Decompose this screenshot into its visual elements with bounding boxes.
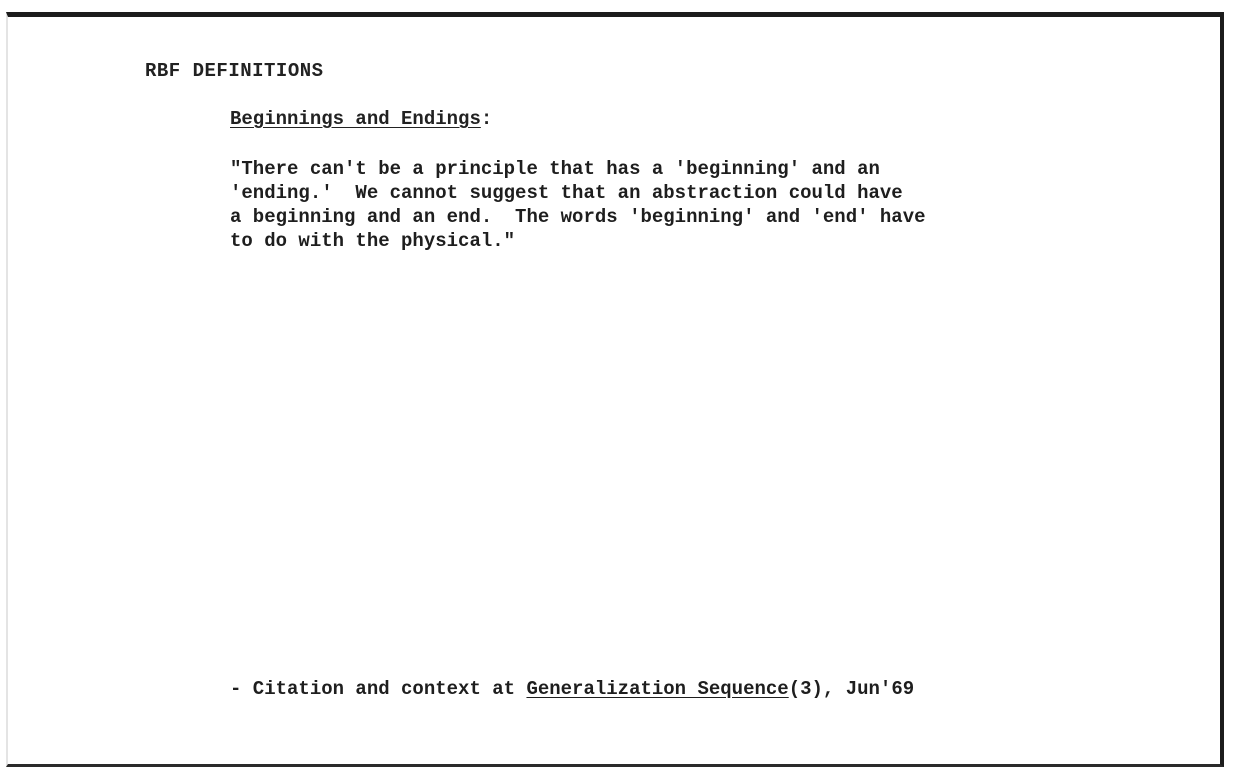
quote-line: to do with the physical." [230, 230, 516, 252]
quote-line: "There can't be a principle that has a 'beginning' and an [230, 158, 880, 180]
page-title: RBF DEFINITIONS [145, 60, 324, 82]
definition-card [6, 12, 1224, 767]
term-colon: : [480, 108, 493, 130]
quote-line: a beginning and an end. The words 'beginning' and 'end' have [230, 206, 926, 228]
citation [230, 678, 914, 700]
citation-prefix: - Citation and context at [230, 678, 527, 700]
definition-quote [230, 157, 1110, 253]
citation-source-link[interactable]: Generalization Sequence [526, 678, 789, 700]
quote-line: 'ending.' We cannot suggest that an abstraction could have [230, 182, 903, 204]
term-heading [230, 108, 492, 130]
term-title: Beginnings and Endings [230, 108, 481, 130]
citation-suffix: (3), Jun'69 [788, 678, 915, 700]
